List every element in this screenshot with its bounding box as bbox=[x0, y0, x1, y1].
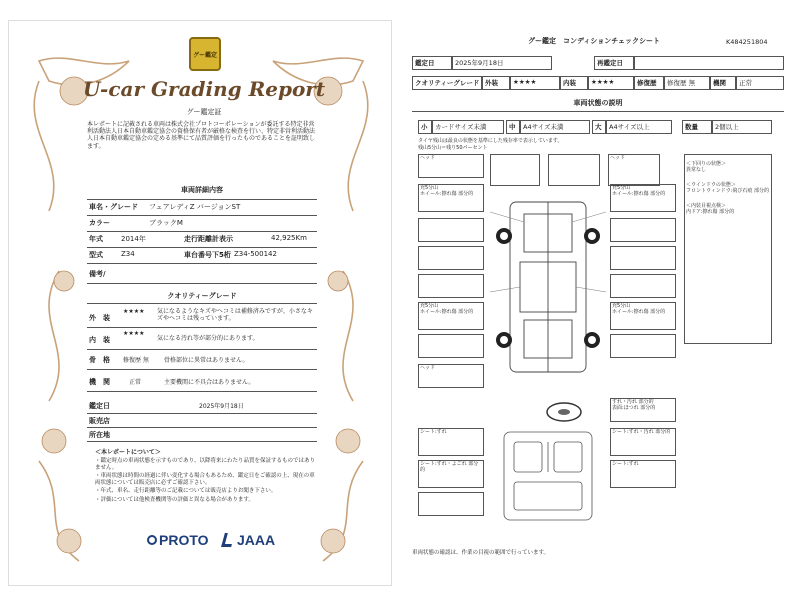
tire-legend-note-2: 残山5分山＝残り50パーセント bbox=[418, 145, 488, 151]
size-mid-desc: A4サイズ未満 bbox=[520, 120, 590, 134]
status-title: 車両状態の説明 bbox=[412, 98, 784, 112]
interior-box-c: シート:すれ・汚れ 部分的 bbox=[610, 428, 676, 456]
interior-stars: ★★★★ bbox=[588, 76, 634, 90]
car-interior-diagram bbox=[490, 428, 606, 524]
frame-status: 修復歴 無 bbox=[123, 357, 149, 364]
damage-box-l8: ヘッド bbox=[418, 364, 484, 388]
color-label: カラー bbox=[89, 219, 110, 227]
name-value: フェアレディZ バージョンST bbox=[149, 203, 241, 211]
jaaa-logo: JAAA bbox=[237, 532, 276, 548]
engine-label: 機関 bbox=[710, 76, 736, 90]
damage-box-r7 bbox=[610, 334, 676, 358]
color-value: ブラックM bbox=[149, 219, 183, 227]
vehicle-section-heading: 車両詳細内容 bbox=[181, 186, 223, 194]
size-large: 大 bbox=[592, 120, 606, 134]
report-title: U-car Grading Report bbox=[82, 77, 326, 101]
location-label: 所在地 bbox=[89, 431, 110, 439]
notes-line-4: ・評価については他検査機関等の評価と異なる場合があります。 bbox=[95, 497, 254, 503]
count-desc: 2個以上 bbox=[712, 120, 772, 134]
exterior-label: 外装 bbox=[482, 76, 510, 90]
interior-box-e bbox=[418, 492, 484, 516]
date-value: 2025年9月18日 bbox=[452, 56, 552, 70]
car-exterior-diagram bbox=[490, 192, 606, 382]
interior-box-d: シート:すれ bbox=[610, 460, 676, 488]
frame-desc: 骨格部位に異常はありません。 bbox=[164, 357, 249, 364]
notes-title: ＜本レポートについて＞ bbox=[95, 449, 161, 456]
exterior-label: 外 装 bbox=[89, 314, 110, 322]
damage-box-r4 bbox=[610, 246, 676, 270]
steering-box: すれ・汚れ 部分的 表面:ほつれ 部分的 bbox=[610, 398, 676, 422]
interior-box-b: シート:すれ・よごれ 部分的 bbox=[418, 460, 484, 488]
steering-wheel-icon bbox=[544, 400, 584, 424]
report-subtitle: グー鑑定証 bbox=[186, 108, 222, 116]
exterior-desc: 気になるようなキズやヘコミは補修済みですが、小さなキズやヘコミは残っています。 bbox=[157, 308, 313, 323]
inspection-date-label: 鑑定日 bbox=[89, 402, 110, 410]
quality-section-heading: クオリティーグレード bbox=[167, 292, 237, 300]
interior-box-a: シート:すれ bbox=[418, 428, 484, 456]
interior-stars: ★★★★ bbox=[123, 330, 145, 337]
re-inspect-label: 再鑑定日 bbox=[594, 56, 634, 70]
model-value: Z34 bbox=[121, 250, 135, 258]
damage-box-r5 bbox=[610, 274, 676, 298]
damage-box-l5 bbox=[418, 274, 484, 298]
notes-column bbox=[684, 154, 772, 344]
store-label: 販売店 bbox=[89, 417, 110, 425]
report-id: K484251804 bbox=[726, 38, 768, 46]
engine-desc: 主要機関に不具合はありません。 bbox=[164, 379, 255, 386]
proto-logo: PROTO bbox=[159, 532, 209, 548]
tire-legend-note: タイヤ残山は最良の状態を基準にした残存率で表示しています。 bbox=[418, 138, 563, 144]
damage-box-c3: ヘッド bbox=[608, 154, 660, 186]
name-label: 車名・グレード bbox=[89, 203, 138, 211]
condition-check-sheet bbox=[404, 28, 792, 568]
quality-label: クオリティーグレード bbox=[412, 76, 482, 90]
damage-box-c2 bbox=[548, 154, 600, 186]
notes-line-1: ・鑑定時点の車両状態を示すものであり、以降将来にわたり品質を保証するものではありません。 bbox=[95, 458, 316, 471]
damage-box-l3 bbox=[418, 218, 484, 242]
mileage-label: 走行距離計表示 bbox=[184, 235, 233, 243]
front-left-tire-box: 充5分山 ホイール:擦れ傷 部分的 bbox=[418, 184, 484, 212]
size-small-desc: カードサイズ未満 bbox=[432, 120, 504, 134]
damage-box-c1 bbox=[490, 154, 540, 186]
repair-value: 修復歴 無 bbox=[664, 76, 710, 90]
notes-window: ＜ウインドウの状態＞ フロントウィンドウ:飛び石痕 部分的 bbox=[686, 182, 769, 194]
proto-logo-icon bbox=[147, 535, 157, 545]
interior-label: 内 装 bbox=[89, 336, 110, 344]
size-mid: 中 bbox=[506, 120, 520, 134]
engine-value: 正常 bbox=[736, 76, 784, 90]
size-small: 小 bbox=[418, 120, 432, 134]
damage-box-r3 bbox=[610, 218, 676, 242]
repair-label: 修復歴 bbox=[634, 76, 664, 90]
rear-right-tire-box: 充5分山 ホイール:擦れ傷 部分的 bbox=[610, 302, 676, 330]
year-label: 年式 bbox=[89, 235, 103, 243]
engine-label: 機 関 bbox=[89, 378, 110, 386]
date-label: 鑑定日 bbox=[412, 56, 452, 70]
goo-badge-logo: グー鑑定 bbox=[189, 37, 221, 71]
count-label: 数量 bbox=[682, 120, 712, 134]
re-inspect-value bbox=[634, 56, 784, 70]
chassis-value: Z34-500142 bbox=[234, 250, 277, 258]
model-label: 型式 bbox=[89, 251, 103, 259]
size-large-desc: A4サイズ以上 bbox=[606, 120, 672, 134]
inspection-date-value: 2025年9月18日 bbox=[199, 403, 244, 410]
interior-desc: 気になる汚れ等が部分的にあります。 bbox=[157, 335, 259, 342]
frame-label: 骨 格 bbox=[89, 356, 110, 364]
exterior-stars: ★★★★ bbox=[510, 76, 560, 90]
footer-note: 車両状態の確認は、作業の目視の範囲で行っています。 bbox=[412, 550, 550, 556]
intro-text: 本レポートに記載される車両は株式会社プロトコーポレーションが委託する特定非営利活動法人日本自動車鑑定協会の資格保有者が厳格な検査を行い、特定非営利活動法人日本自動車鑑定協会の定める基準にて品質評価を行ったものであることを証明致します。 bbox=[87, 121, 316, 150]
notes-line-2: ・車両状態は時間の経過に伴い変化する場合もあるため、鑑定日をご確認の上、現在の車両状態については販売店に必ずご確認下さい。 bbox=[95, 473, 315, 486]
mileage-value: 42,925Km bbox=[271, 234, 307, 242]
front-right-tire-box: 充5分山 ホイール:擦れ傷 部分的 bbox=[610, 184, 676, 212]
interior-label: 内装 bbox=[560, 76, 588, 90]
rear-left-tire-box: 充5分山 ホイール:擦れ傷 部分的 bbox=[418, 302, 484, 330]
grading-report-certificate bbox=[8, 20, 392, 586]
sheet-title: グー鑑定 コンディションチェックシート bbox=[527, 37, 661, 45]
notes-line-3: ・年式、車名、走行距離等のご記載については販売店よりお聞き下さい。 bbox=[95, 488, 277, 494]
chassis-label: 車台番号下5桁 bbox=[184, 251, 231, 259]
exterior-stars: ★★★★ bbox=[123, 308, 145, 315]
damage-box-l4 bbox=[418, 246, 484, 270]
notes-label: 備考/ bbox=[89, 270, 106, 278]
damage-box-l1: ヘッド bbox=[418, 154, 484, 178]
year-value: 2014年 bbox=[121, 235, 146, 243]
damage-box-l7 bbox=[418, 334, 484, 358]
notes-interior: ＜内装目視点検＞ 内ドア:擦れ傷 部分的 bbox=[686, 203, 735, 215]
engine-status: 正常 bbox=[129, 379, 142, 386]
notes-underbody: ＜下回りの状態＞ 異常なし bbox=[686, 160, 727, 173]
